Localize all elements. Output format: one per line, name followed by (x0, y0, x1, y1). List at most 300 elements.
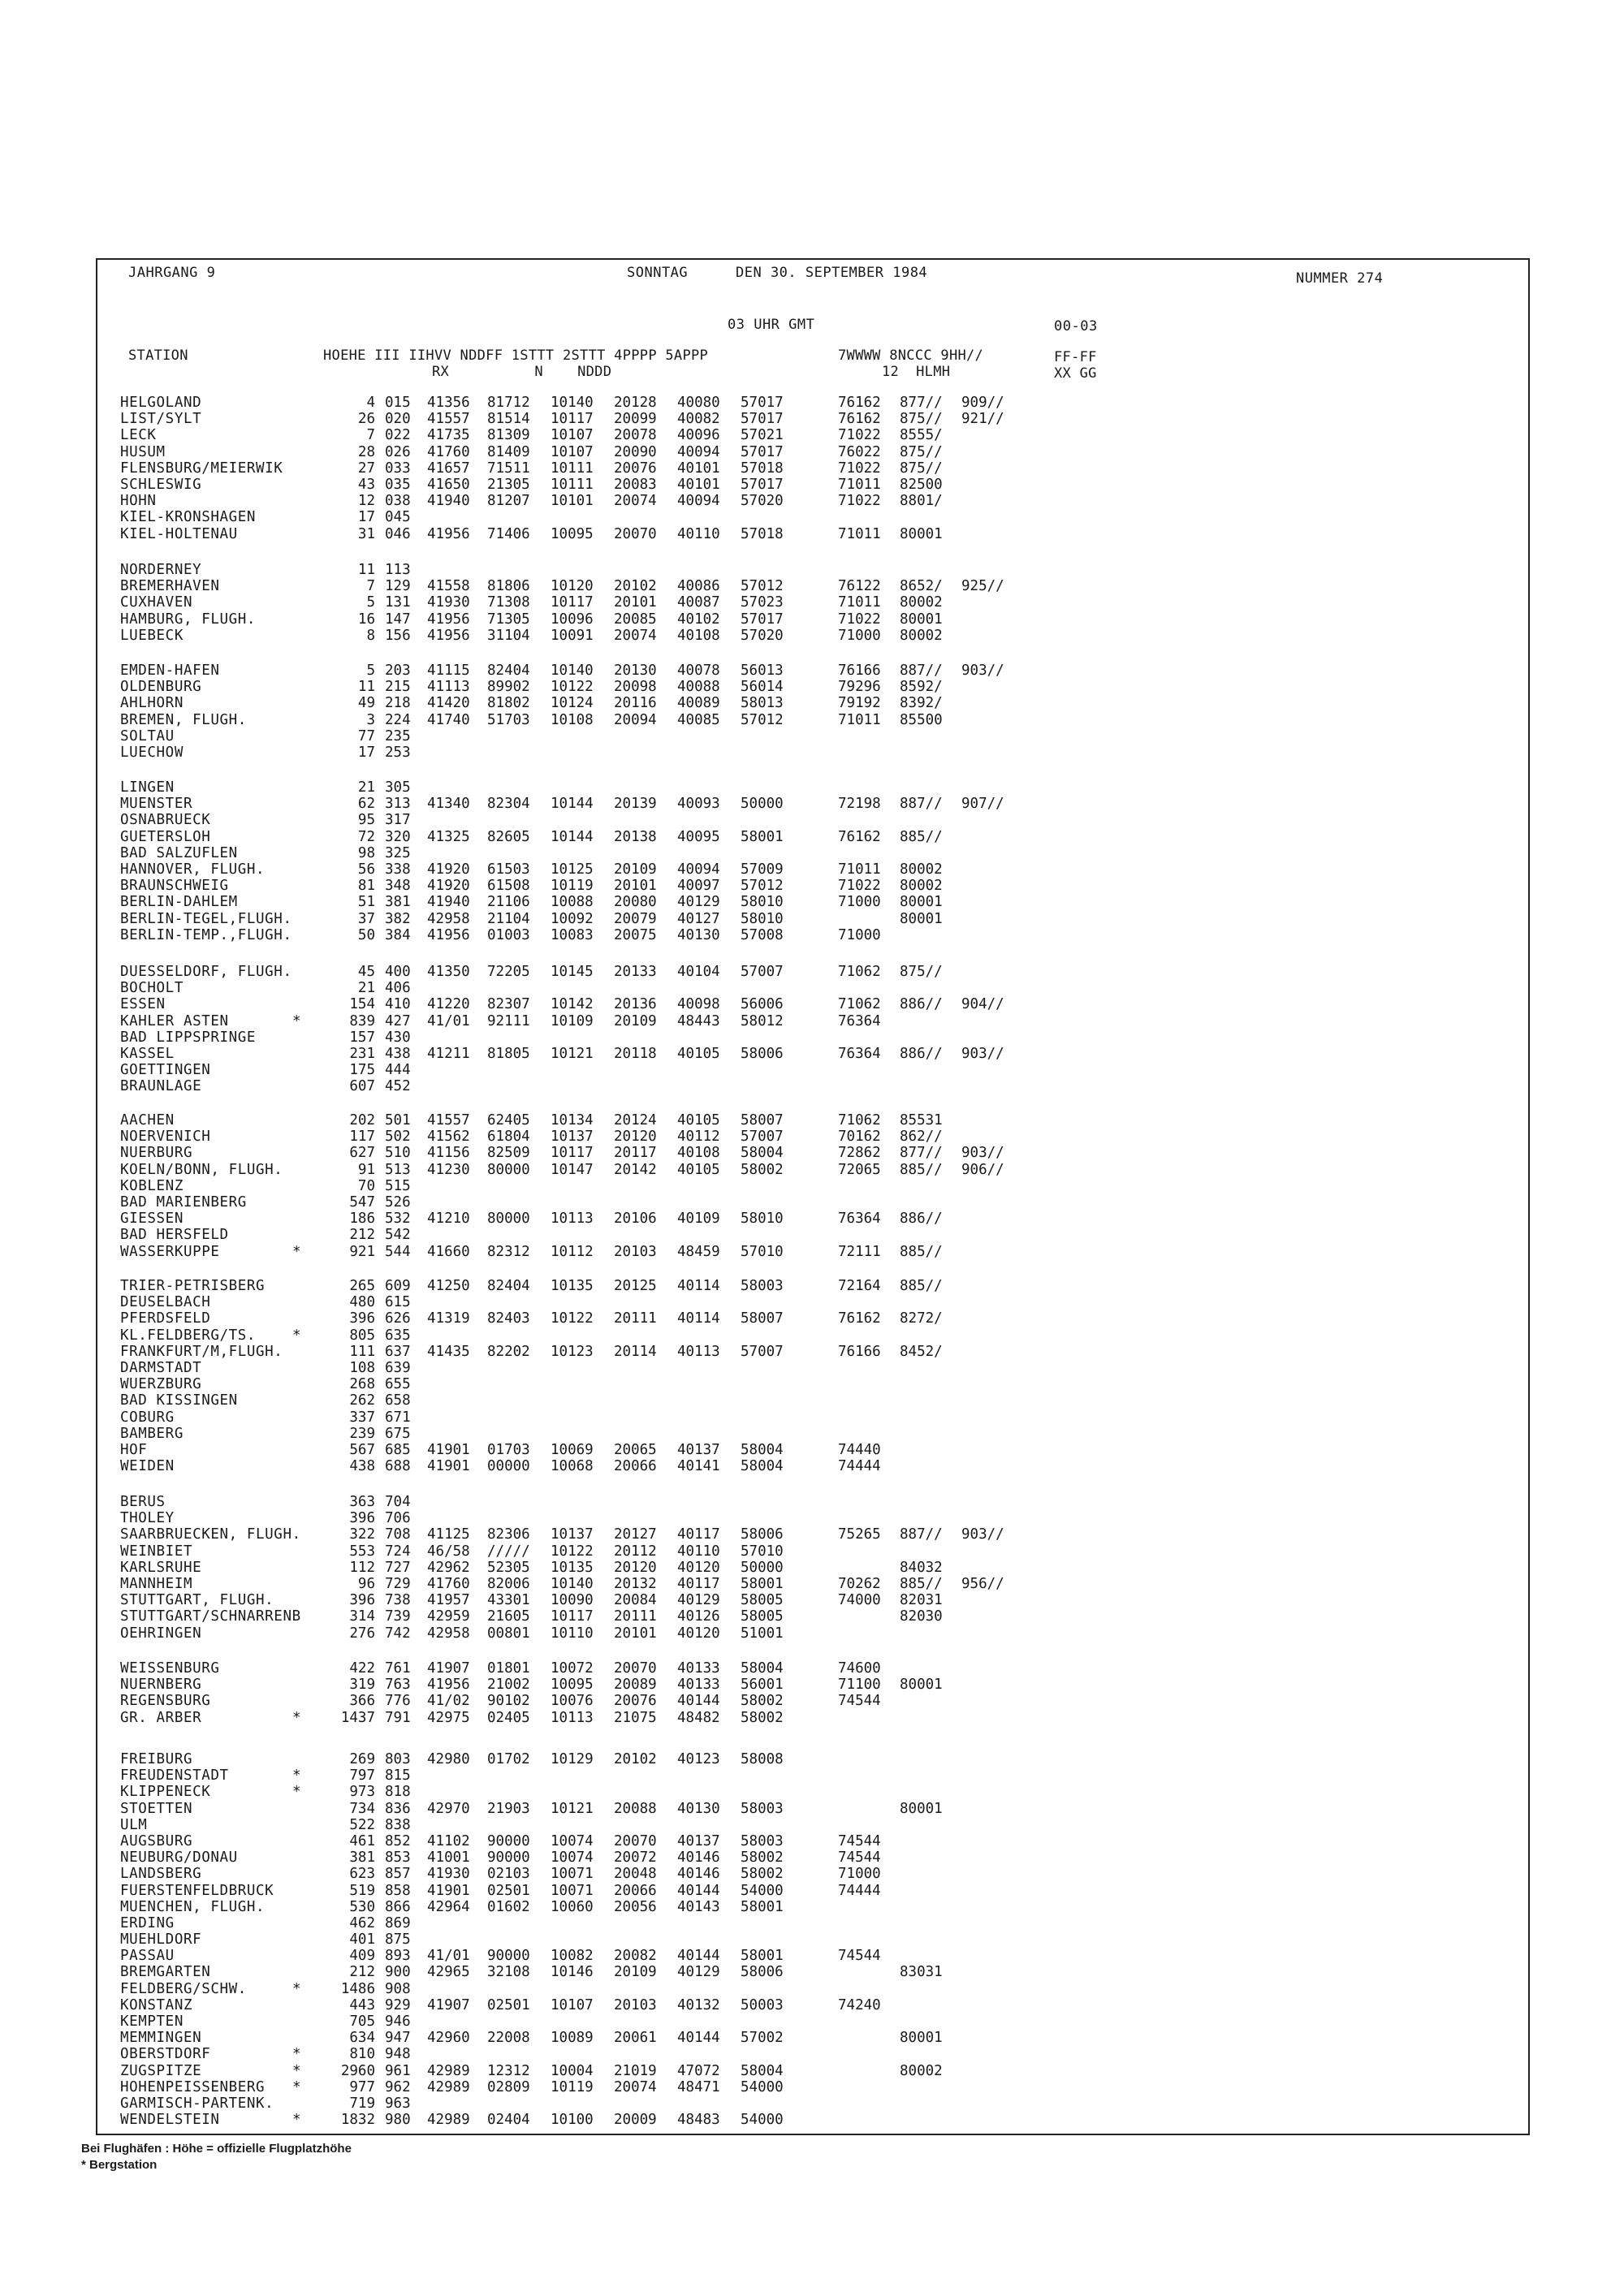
height: 705 (349, 2013, 375, 2030)
group-2sttt: 20103 (614, 1996, 657, 2013)
group-nddff: 12312 (487, 2062, 530, 2079)
group-7wwww: 76166 (838, 1343, 881, 1360)
group-4pppp: 40144 (677, 2030, 720, 2047)
group-5appp: 54000 (741, 2112, 784, 2129)
group-nddff: 82403 (487, 1310, 530, 1327)
group-8nccc: 8272/ (900, 1310, 943, 1327)
station-name: KIEL-KRONSHAGEN (120, 509, 257, 526)
group-2sttt: 20083 (614, 476, 657, 493)
group-iihvv: 42958 (427, 1625, 470, 1642)
group-nddff: 01801 (487, 1660, 530, 1677)
group-4pppp: 40146 (677, 1866, 720, 1883)
group-8nccc: 886// (900, 996, 943, 1013)
station-id: 045 (385, 509, 411, 526)
station-id: 338 (385, 861, 411, 878)
station-name: BAD LIPPSPRINGE (120, 1029, 257, 1046)
group-1sttt: 10072 (551, 1660, 594, 1677)
station-name: HOF (120, 1441, 148, 1458)
station-id: 020 (385, 411, 411, 428)
group-7wwww: 76364 (838, 1012, 881, 1029)
station-id: 857 (385, 1866, 411, 1883)
group-4pppp: 40129 (677, 894, 720, 911)
group-iihvv: 42964 (427, 1898, 470, 1915)
station-id: 452 (385, 1078, 411, 1095)
height: 11 (357, 562, 375, 578)
group-1sttt: 10147 (551, 1161, 594, 1178)
group-5appp: 57017 (741, 443, 784, 460)
group-iihvv: 41/01 (427, 1948, 470, 1965)
group-5appp: 58006 (741, 1045, 784, 1062)
station-id: 685 (385, 1441, 411, 1458)
group-5appp: 57002 (741, 2030, 784, 2047)
code-column-header-2: RX N NDDD (432, 364, 612, 380)
station-id: 893 (385, 1948, 411, 1965)
station-id: 513 (385, 1161, 411, 1178)
group-nddff: 82605 (487, 828, 530, 845)
station-id: 836 (385, 1800, 411, 1817)
group-1sttt: 10096 (551, 611, 594, 628)
group-1sttt: 10107 (551, 1996, 594, 2013)
height: 7 (366, 578, 375, 595)
station-name: BERLIN-TEGEL,FLUGH. (120, 910, 292, 927)
height: 2960 (340, 2062, 375, 2079)
group-8nccc: 877// (900, 395, 943, 411)
group-4pppp: 40088 (677, 679, 720, 696)
station-id: 400 (385, 964, 411, 980)
station-id: 900 (385, 1964, 411, 1981)
station-name: NOERVENICH (120, 1129, 211, 1146)
station-id: 502 (385, 1129, 411, 1146)
station-name: BERLIN-DAHLEM (120, 894, 238, 911)
station-id: 704 (385, 1494, 411, 1510)
station-id: 313 (385, 796, 411, 813)
group-4pppp: 40137 (677, 1832, 720, 1849)
group-iihvv: 41230 (427, 1161, 470, 1178)
group-iihvv: 41956 (427, 525, 470, 542)
group-5appp: 57012 (741, 578, 784, 595)
group-nddff: 82202 (487, 1343, 530, 1360)
station-name: AHLHORN (120, 695, 184, 712)
height: 438 (349, 1458, 375, 1475)
group-1sttt: 10140 (551, 662, 594, 679)
group-7wwww: 71011 (838, 861, 881, 878)
group-8nccc: 8392/ (900, 695, 943, 712)
group-7wwww: 74444 (838, 1458, 881, 1475)
station-name: GOETTINGEN (120, 1062, 211, 1079)
group-8nccc: 877// (900, 1145, 943, 1162)
station-id: 438 (385, 1045, 411, 1062)
group-2sttt: 20117 (614, 1145, 657, 1162)
group-nddff: 21002 (487, 1677, 530, 1694)
group-nddff: 90000 (487, 1849, 530, 1867)
mountain-marker: * (292, 2112, 301, 2129)
group-2sttt: 20111 (614, 1310, 657, 1327)
station-name: GUETERSLOH (120, 828, 211, 845)
observation-time: 03 UHR GMT (728, 317, 815, 333)
group-1sttt: 10117 (551, 1608, 594, 1625)
height: 319 (349, 1677, 375, 1694)
group-2sttt: 20114 (614, 1343, 657, 1360)
station-name: FREIBURG (120, 1751, 193, 1767)
height: 175 (349, 1062, 375, 1079)
group-9hh: 956// (961, 1575, 1004, 1592)
group-5appp: 58010 (741, 894, 784, 911)
group-4pppp: 40096 (677, 427, 720, 444)
height: 77 (357, 727, 375, 744)
group-5appp: 57017 (741, 611, 784, 628)
group-1sttt: 10135 (551, 1559, 594, 1576)
group-4pppp: 40089 (677, 695, 720, 712)
station-id: 729 (385, 1575, 411, 1592)
group-nddff: 01003 (487, 926, 530, 943)
station-name: ULM (120, 1816, 148, 1833)
group-2sttt: 20120 (614, 1129, 657, 1146)
station-id: 724 (385, 1543, 411, 1560)
station-id: 218 (385, 695, 411, 712)
group-nddff: 81514 (487, 411, 530, 428)
height: 607 (349, 1078, 375, 1095)
group-4pppp: 40102 (677, 611, 720, 628)
group-4pppp: 40109 (677, 1211, 720, 1228)
station-name: DARMSTADT (120, 1359, 202, 1376)
group-iihvv: 46/58 (427, 1543, 470, 1560)
group-4pppp: 40094 (677, 493, 720, 510)
group-5appp: 54000 (741, 2078, 784, 2095)
height: 117 (349, 1129, 375, 1146)
group-5appp: 57007 (741, 1343, 784, 1360)
height: 31 (357, 525, 375, 542)
height: 567 (349, 1441, 375, 1458)
station-name: KONSTANZ (120, 1996, 193, 2013)
height: 3 (366, 711, 375, 728)
group-1sttt: 10108 (551, 711, 594, 728)
height: 461 (349, 1832, 375, 1849)
group-2sttt: 20111 (614, 1608, 657, 1625)
group-1sttt: 10122 (551, 1310, 594, 1327)
height: 480 (349, 1294, 375, 1311)
group-nddff: 52305 (487, 1559, 530, 1576)
group-8nccc: 887// (900, 1526, 943, 1543)
group-5appp: 56006 (741, 996, 784, 1013)
group-iihvv: 41102 (427, 1832, 470, 1849)
group-nddff: 81802 (487, 695, 530, 712)
group-iihvv: 41920 (427, 878, 470, 895)
station-name: BOCHOLT (120, 980, 184, 997)
code-column-header-1: HOEHE III IIHVV NDDFF 1STTT 2STTT 4PPPP 5APPP (323, 347, 709, 364)
height: 547 (349, 1193, 375, 1211)
group-8nccc: 875// (900, 411, 943, 428)
group-5appp: 58004 (741, 2062, 784, 2079)
station-id: 147 (385, 611, 411, 628)
day: SONNTAG (627, 265, 689, 281)
height: 231 (349, 1045, 375, 1062)
mountain-marker: * (292, 1709, 301, 1726)
group-1sttt: 10120 (551, 578, 594, 595)
station-name: LINGEN (120, 779, 175, 796)
group-8nccc: 82031 (900, 1592, 943, 1609)
station-id: 875 (385, 1931, 411, 1949)
group-4pppp: 40086 (677, 578, 720, 595)
height: 112 (349, 1559, 375, 1576)
station-name: BRAUNLAGE (120, 1078, 202, 1095)
group-7wwww: 76162 (838, 828, 881, 845)
group-1sttt: 10082 (551, 1948, 594, 1965)
station-name: BREMGARTEN (120, 1964, 211, 1981)
group-2sttt: 20072 (614, 1849, 657, 1867)
station-name: OEHRINGEN (120, 1625, 202, 1642)
group-5appp: 56014 (741, 679, 784, 696)
wind-column-header-1: FF-FF (1054, 349, 1097, 365)
group-1sttt: 10107 (551, 443, 594, 460)
group-nddff: 02809 (487, 2078, 530, 2095)
group-2sttt: 20120 (614, 1559, 657, 1576)
height: 797 (349, 1767, 375, 1785)
station-id: 727 (385, 1559, 411, 1576)
group-2sttt: 20142 (614, 1161, 657, 1178)
group-5appp: 57007 (741, 964, 784, 980)
height: 56 (357, 861, 375, 878)
group-8nccc: 80002 (900, 861, 943, 878)
group-nddff: 89902 (487, 679, 530, 696)
height: 26 (357, 411, 375, 428)
group-nddff: 61508 (487, 878, 530, 895)
mountain-marker: * (292, 1012, 301, 1029)
group-iihvv: 41940 (427, 493, 470, 510)
group-2sttt: 20102 (614, 578, 657, 595)
station-name: HAMBURG, FLUGH. (120, 611, 257, 628)
group-iihvv: 41657 (427, 460, 470, 477)
mountain-marker: * (292, 1327, 301, 1344)
group-5appp: 57020 (741, 493, 784, 510)
station-name: GIESSEN (120, 1211, 184, 1228)
station-name: COBURG (120, 1409, 175, 1426)
group-iihvv: 41930 (427, 1866, 470, 1883)
height: 91 (357, 1161, 375, 1178)
station-name: BAD KISSINGEN (120, 1392, 238, 1409)
group-iihvv: 41210 (427, 1211, 470, 1228)
group-2sttt: 20078 (614, 427, 657, 444)
group-nddff: 61503 (487, 861, 530, 878)
station-name: LIST/SYLT (120, 411, 202, 428)
time-code: 00-03 (1054, 318, 1098, 334)
group-7wwww: 71022 (838, 427, 881, 444)
group-2sttt: 20138 (614, 828, 657, 845)
station-name: LUECHOW (120, 744, 184, 761)
group-1sttt: 10117 (551, 411, 594, 428)
station-name: ERDING (120, 1914, 175, 1931)
group-5appp: 58007 (741, 1310, 784, 1327)
mountain-marker: * (292, 2046, 301, 2063)
group-4pppp: 40097 (677, 878, 720, 895)
group-nddff: 01703 (487, 1441, 530, 1458)
group-7wwww: 71062 (838, 1112, 881, 1129)
station-id: 761 (385, 1660, 411, 1677)
group-7wwww: 79296 (838, 679, 881, 696)
group-iihvv: 41940 (427, 894, 470, 911)
group-8nccc: 887// (900, 796, 943, 813)
group-5appp: 58005 (741, 1608, 784, 1625)
group-iihvv: 42989 (427, 2112, 470, 2129)
group-5appp: 57010 (741, 1243, 784, 1260)
station-name: GARMISCH-PARTENK. (120, 2095, 274, 2112)
group-8nccc: 8555/ (900, 427, 943, 444)
station-id: 637 (385, 1343, 411, 1360)
group-8nccc: 85531 (900, 1112, 943, 1129)
group-4pppp: 40110 (677, 1543, 720, 1560)
station-id: 430 (385, 1029, 411, 1046)
group-5appp: 58010 (741, 910, 784, 927)
group-nddff: 02103 (487, 1866, 530, 1883)
group-7wwww: 74544 (838, 1849, 881, 1867)
section-column-header-2: 12 HLMH (882, 364, 951, 380)
group-7wwww: 74000 (838, 1592, 881, 1609)
group-5appp: 57018 (741, 525, 784, 542)
group-1sttt: 10122 (551, 679, 594, 696)
station-id: 532 (385, 1211, 411, 1228)
group-4pppp: 47072 (677, 2062, 720, 2079)
group-8nccc: 885// (900, 1243, 943, 1260)
group-iihvv: 42965 (427, 1964, 470, 1981)
group-7wwww: 76364 (838, 1211, 881, 1228)
group-7wwww: 75265 (838, 1526, 881, 1543)
station-id: 948 (385, 2046, 411, 2063)
group-nddff: 81409 (487, 443, 530, 460)
group-iihvv: 42980 (427, 1751, 470, 1767)
group-8nccc: 83031 (900, 1964, 943, 1981)
station-id: 853 (385, 1849, 411, 1867)
group-iihvv: 42989 (427, 2078, 470, 2095)
group-8nccc: 8801/ (900, 493, 943, 510)
station-id: 215 (385, 679, 411, 696)
station-id: 671 (385, 1409, 411, 1426)
height: 5 (366, 662, 375, 679)
group-8nccc: 886// (900, 1211, 943, 1228)
station-id: 384 (385, 926, 411, 943)
station-id: 026 (385, 443, 411, 460)
group-5appp: 58007 (741, 1112, 784, 1129)
group-nddff: 61804 (487, 1129, 530, 1146)
group-1sttt: 10091 (551, 627, 594, 644)
station-id: 763 (385, 1677, 411, 1694)
group-iihvv: 41211 (427, 1045, 470, 1062)
group-4pppp: 40133 (677, 1660, 720, 1677)
height: 72 (357, 828, 375, 845)
group-1sttt: 10117 (551, 594, 594, 611)
height: 62 (357, 796, 375, 813)
jahrgang: JAHRGANG 9 (128, 265, 216, 281)
station-name: LANDSBERG (120, 1866, 202, 1883)
group-8nccc: 85500 (900, 711, 943, 728)
group-1sttt: 10112 (551, 1243, 594, 1260)
station-name: KEMPTEN (120, 2013, 184, 2030)
group-iihvv: 41901 (427, 1441, 470, 1458)
group-8nccc: 80002 (900, 2062, 943, 2079)
group-nddff: 82404 (487, 1278, 530, 1294)
group-5appp: 56013 (741, 662, 784, 679)
date: DEN 30. SEPTEMBER 1984 (736, 265, 928, 281)
group-8nccc: 885// (900, 1161, 943, 1178)
group-4pppp: 48443 (677, 1012, 720, 1029)
group-nddff: 92111 (487, 1012, 530, 1029)
group-7wwww: 71000 (838, 1866, 881, 1883)
group-9hh: 903// (961, 1526, 1004, 1543)
group-8nccc: 80002 (900, 627, 943, 644)
group-5appp: 57023 (741, 594, 784, 611)
group-4pppp: 48471 (677, 2078, 720, 2095)
group-nddff: 71511 (487, 460, 530, 477)
group-5appp: 58008 (741, 1751, 784, 1767)
station-id: 866 (385, 1898, 411, 1915)
station-name: FUERSTENFELDBRUCK (120, 1882, 274, 1899)
station-id: 046 (385, 525, 411, 542)
station-name: MANNHEIM (120, 1575, 193, 1592)
height: 17 (357, 509, 375, 526)
station-name: SOLTAU (120, 727, 175, 744)
station-id: 515 (385, 1177, 411, 1194)
group-7wwww: 71011 (838, 594, 881, 611)
group-iihvv: 41735 (427, 427, 470, 444)
height: 154 (349, 996, 375, 1013)
group-7wwww: 71000 (838, 627, 881, 644)
group-iihvv: 41435 (427, 1343, 470, 1360)
group-7wwww: 79192 (838, 695, 881, 712)
group-iihvv: 41115 (427, 662, 470, 679)
group-1sttt: 10071 (551, 1866, 594, 1883)
group-4pppp: 40123 (677, 1751, 720, 1767)
group-1sttt: 10060 (551, 1898, 594, 1915)
group-4pppp: 40133 (677, 1677, 720, 1694)
group-2sttt: 20124 (614, 1112, 657, 1129)
group-1sttt: 10144 (551, 796, 594, 813)
group-nddff: 02405 (487, 1709, 530, 1726)
station-id: 947 (385, 2030, 411, 2047)
group-8nccc: 887// (900, 662, 943, 679)
group-9hh: 903// (961, 1145, 1004, 1162)
group-7wwww: 71022 (838, 878, 881, 895)
group-7wwww: 74444 (838, 1882, 881, 1899)
group-8nccc: 82030 (900, 1608, 943, 1625)
station-id: 609 (385, 1278, 411, 1294)
group-1sttt: 10125 (551, 861, 594, 878)
group-1sttt: 10137 (551, 1526, 594, 1543)
station-name: BREMERHAVEN (120, 578, 220, 595)
station-id: 305 (385, 779, 411, 796)
station-id: 015 (385, 395, 411, 411)
group-7wwww: 72164 (838, 1278, 881, 1294)
group-nddff: 81805 (487, 1045, 530, 1062)
station-id: 869 (385, 1914, 411, 1931)
group-8nccc: 8652/ (900, 578, 943, 595)
station-id: 706 (385, 1510, 411, 1527)
height: 43 (357, 476, 375, 493)
height: 805 (349, 1327, 375, 1344)
height: 530 (349, 1898, 375, 1915)
station-id: 203 (385, 662, 411, 679)
station-id: 655 (385, 1376, 411, 1393)
group-nddff: 21104 (487, 910, 530, 927)
station-name: CUXHAVEN (120, 594, 193, 611)
group-1sttt: 10117 (551, 1145, 594, 1162)
station-name: SAARBRUECKEN, FLUGH. (120, 1526, 301, 1543)
group-4pppp: 40146 (677, 1849, 720, 1867)
station-id: 962 (385, 2078, 411, 2095)
group-iihvv: 41420 (427, 695, 470, 712)
group-4pppp: 40110 (677, 525, 720, 542)
group-7wwww: 71022 (838, 493, 881, 510)
group-7wwww: 71022 (838, 460, 881, 477)
group-2sttt: 20074 (614, 627, 657, 644)
group-8nccc: 862// (900, 1129, 943, 1146)
